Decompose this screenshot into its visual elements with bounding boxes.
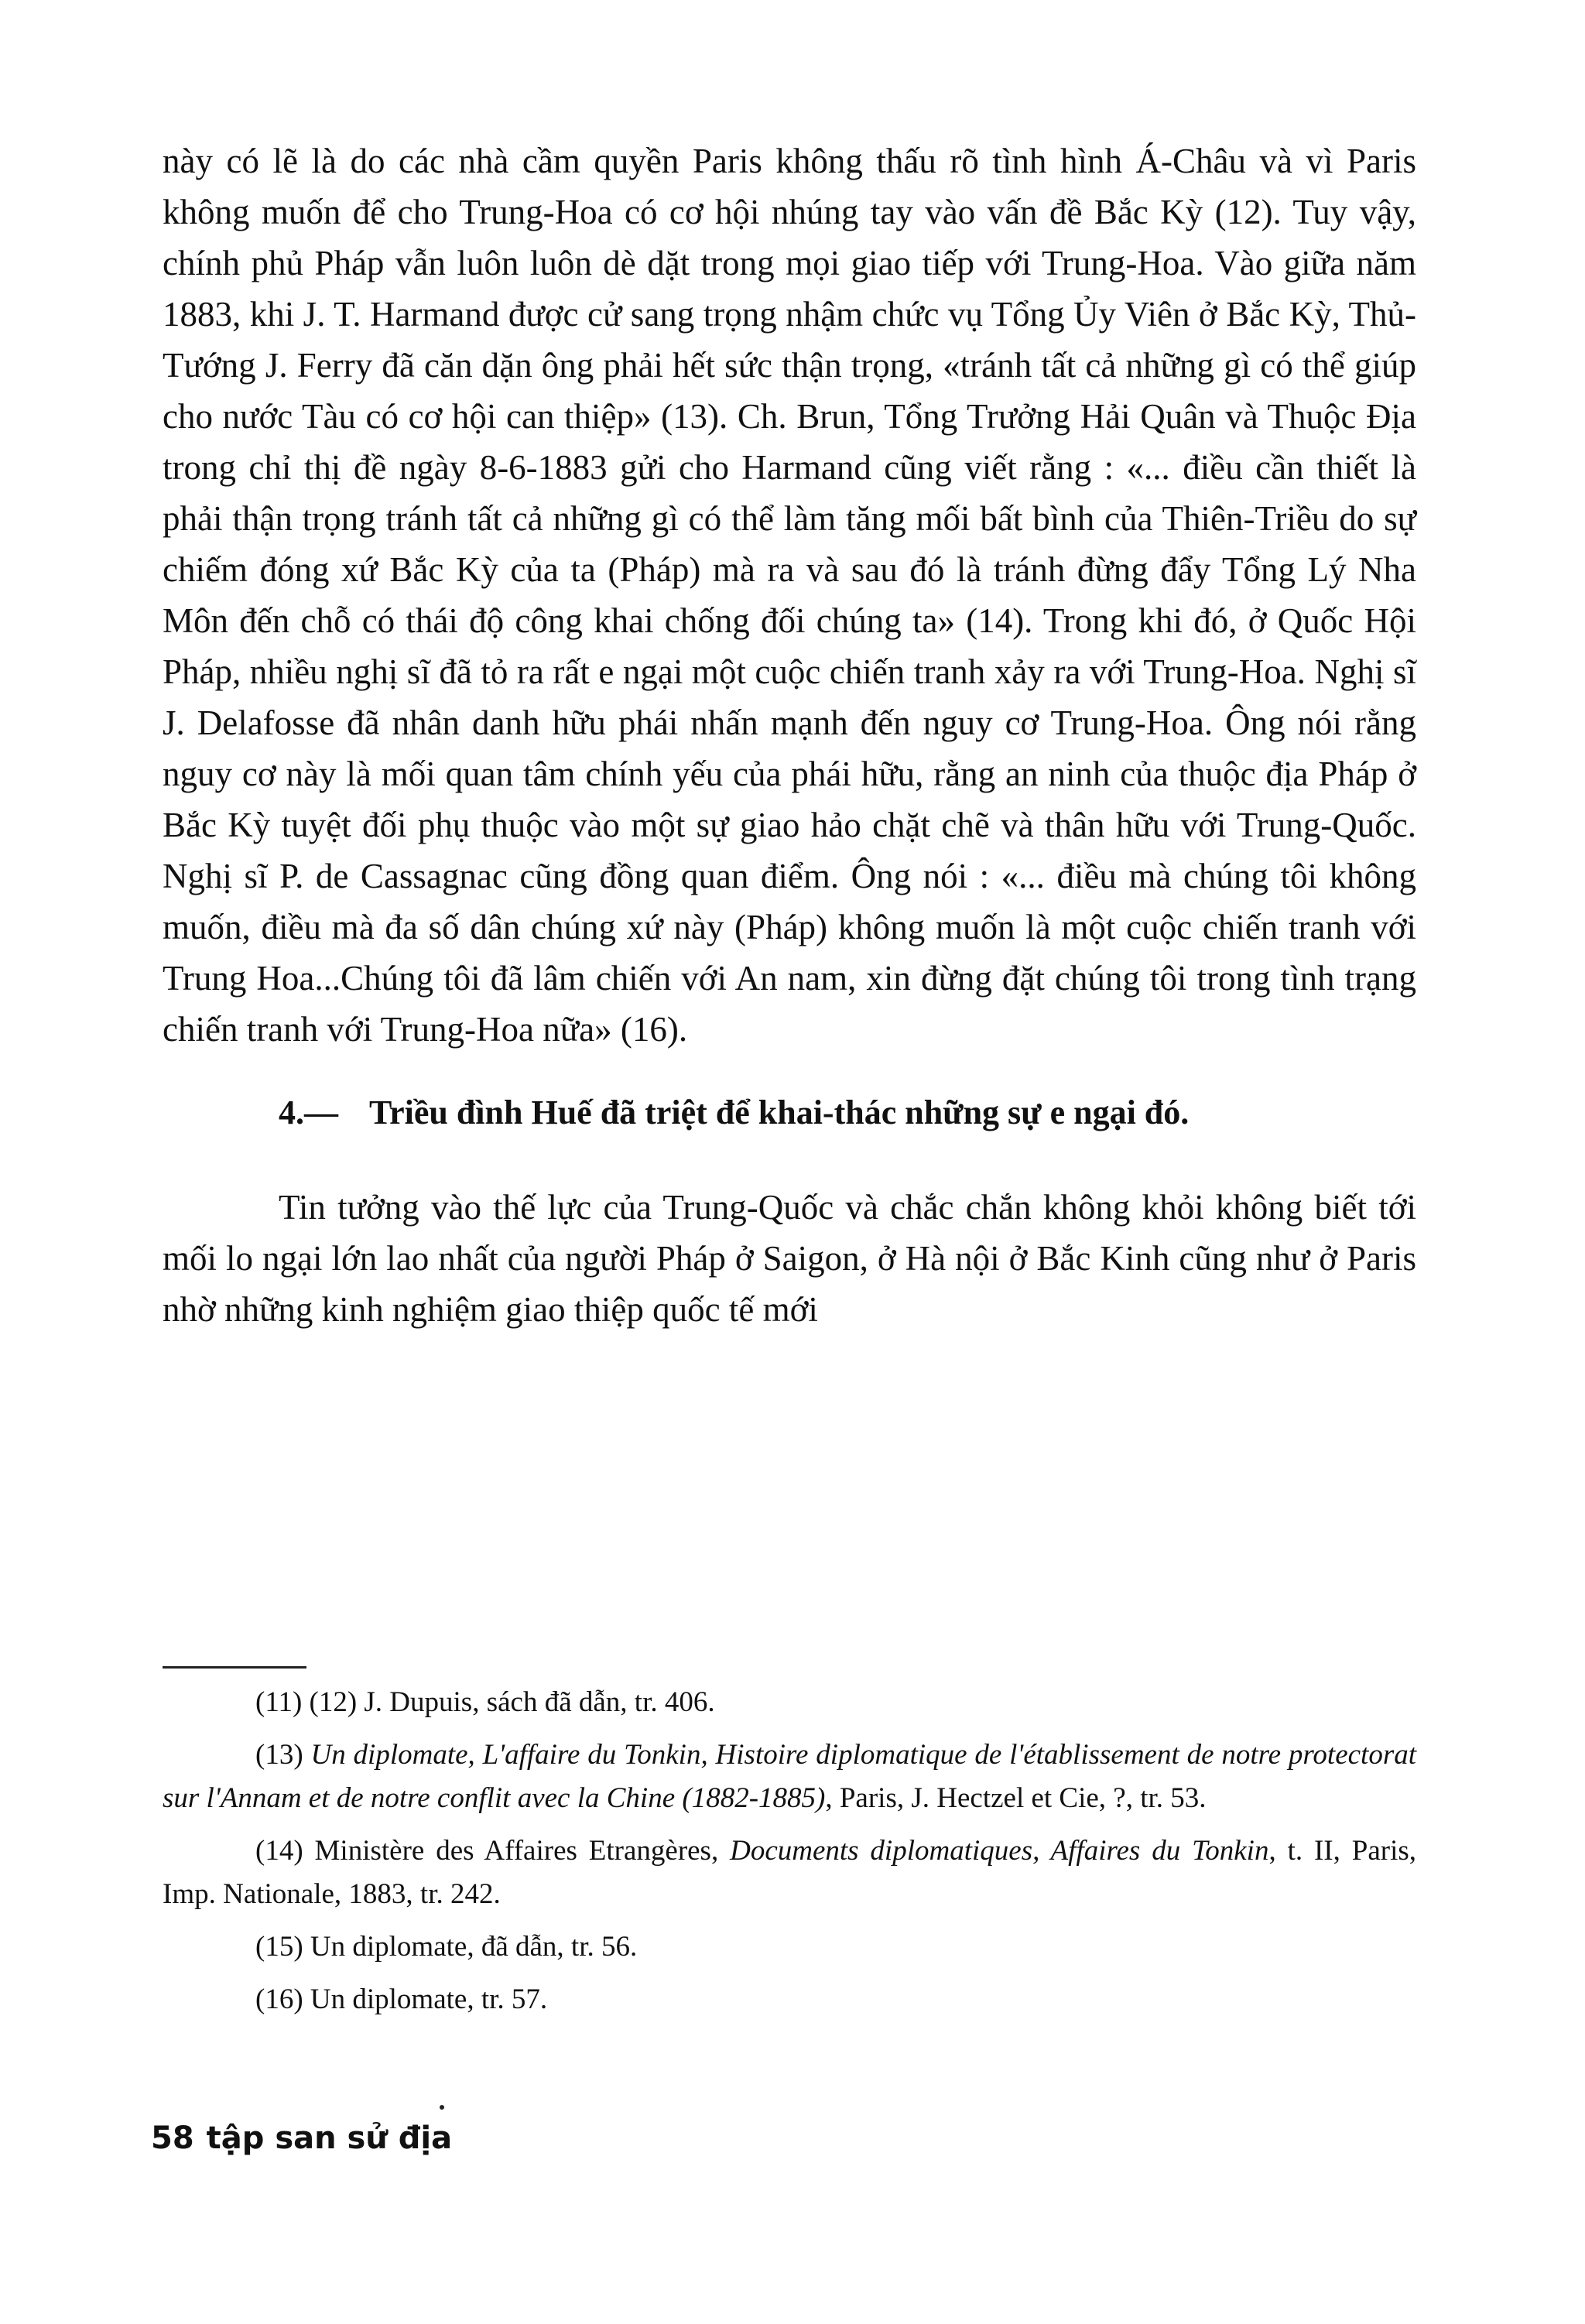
footnote-number: (14) — [255, 1835, 303, 1867]
footnote-source-details: , Paris, J. Hectzel et Cie, ?, tr. 53. — [825, 1782, 1207, 1814]
footnote-16: (16) Un diplomate, tr. 57. — [255, 1983, 548, 2015]
journal-title: tập san sử địa — [206, 2120, 453, 2156]
footnote-source-title: Documents diplomatiques, Affaires du Tonkin — [730, 1835, 1269, 1867]
body-paragraph: này có lẽ là do các nhà cầm quyền Paris không thấu rõ tình hình Á-Châu và vì Paris không muốn để cho Trung-Hoa có cơ hội nhúng tay vào vấn đề Bắc Kỳ (12). Tuy vậy, chính phủ Pháp vẫn luôn luôn dè dặt trong mọi giao tiếp với Trung-Hoa. Vào giữa năm 1883, khi J. T. Harmand được cử sang trọng nhậm chức vụ Tổng Ủy Viên ở Bắc Kỳ, Thủ-Tướng J. Ferry đã căn dặn ông phải hết sức thận trọng, «tránh tất cả những gì có thể giúp cho nước Tàu có cơ hội can thiệp» (13). Ch. Brun, Tổng Trưởng Hải Quân và Thuộc Địa trong chỉ thị đề ngày 8-6-1883 gửi cho Harmand cũng viết rằng : «... điều cần thiết là phải thận trọng tránh tất cả những gì có thể làm tăng mối bất bình của Thiên-Triều do sự chiếm đóng xứ Bắc Kỳ của ta (Pháp) mà ra và sau đó là tránh đừng đẩy Tổng Lý Nha Môn đến chỗ có thái độ công khai chống đối chúng ta» (14). Trong khi đó, ở Quốc Hội Pháp, nhiều nghị sĩ đã tỏ ra rất e ngại một cuộc chiến tranh xảy ra với Trung-Hoa. Nghị sĩ J. Delafosse đã nhân danh hữu phái nhấn mạnh đến nguy cơ Trung-Hoa. Ông nói rằng nguy cơ này là mối quan tâm chính yếu của phái hữu, rằng an ninh của thuộc địa Pháp ở Bắc Kỳ tuyệt đối phụ thuộc vào một sự giao hảo chặt chẽ và thân hữu với Trung-Quốc. Nghị sĩ P. de Cassagnac cũng đồng quan điểm. Ông nói : «... điều mà chúng tôi không muốn, điều mà đa số dân chúng xứ này (Pháp) không muốn là một cuộc chiến tranh với Trung Hoa...Chúng tôi đã lâm chiến với An nam, xin đừng đặt chúng tôi trong tình trạng chiến tranh với Trung-Hoa nữa» (16). — [163, 142, 1416, 1049]
footnotes — [163, 1681, 1416, 2031]
footnote-number: (13) — [255, 1739, 303, 1771]
footnote-source-details: , t. II, Paris, Imp. Nationale, 1883, tr. 242. — [163, 1835, 1417, 1910]
footnote-divider — [163, 1666, 306, 1669]
footnote-author: Ministère des Affaires Etrangères, — [314, 1835, 719, 1867]
section-number: 4.— — [279, 1094, 338, 1131]
page-body — [163, 135, 1416, 1335]
page-number: 58 — [151, 2120, 194, 2156]
section-heading — [163, 1087, 1416, 1138]
footnote-13 — [163, 1734, 1416, 1820]
section-title: Triều đình Huế đã triệt để khai-thác những sự e ngại đó. — [369, 1094, 1190, 1131]
page-footer — [151, 2120, 452, 2156]
footnote-14 — [163, 1829, 1416, 1916]
ink-dot — [440, 2105, 444, 2110]
footnote-source-title: Un diplomate, L'affaire du Tonkin, Histoire diplomatique de l'établissement de notre protectorat sur l'Annam et de notre conflit avec la Chine (1882-1885) — [163, 1739, 1417, 1814]
footnote-15: (15) Un diplomate, đã dẫn, tr. 56. — [255, 1931, 638, 1963]
body-paragraph: Tin tưởng vào thế lực của Trung-Quốc và chắc chắn không khỏi không biết tới mối lo ngại lớn lao nhất của người Pháp ở Saigon, ở Hà nội ở Bắc Kinh cũng như ở Paris nhờ những kinh nghiệm giao thiệp quốc tế mới — [163, 1188, 1416, 1329]
footnote-11-12: (11) (12) J. Dupuis, sách đã dẫn, tr. 406. — [255, 1686, 715, 1718]
